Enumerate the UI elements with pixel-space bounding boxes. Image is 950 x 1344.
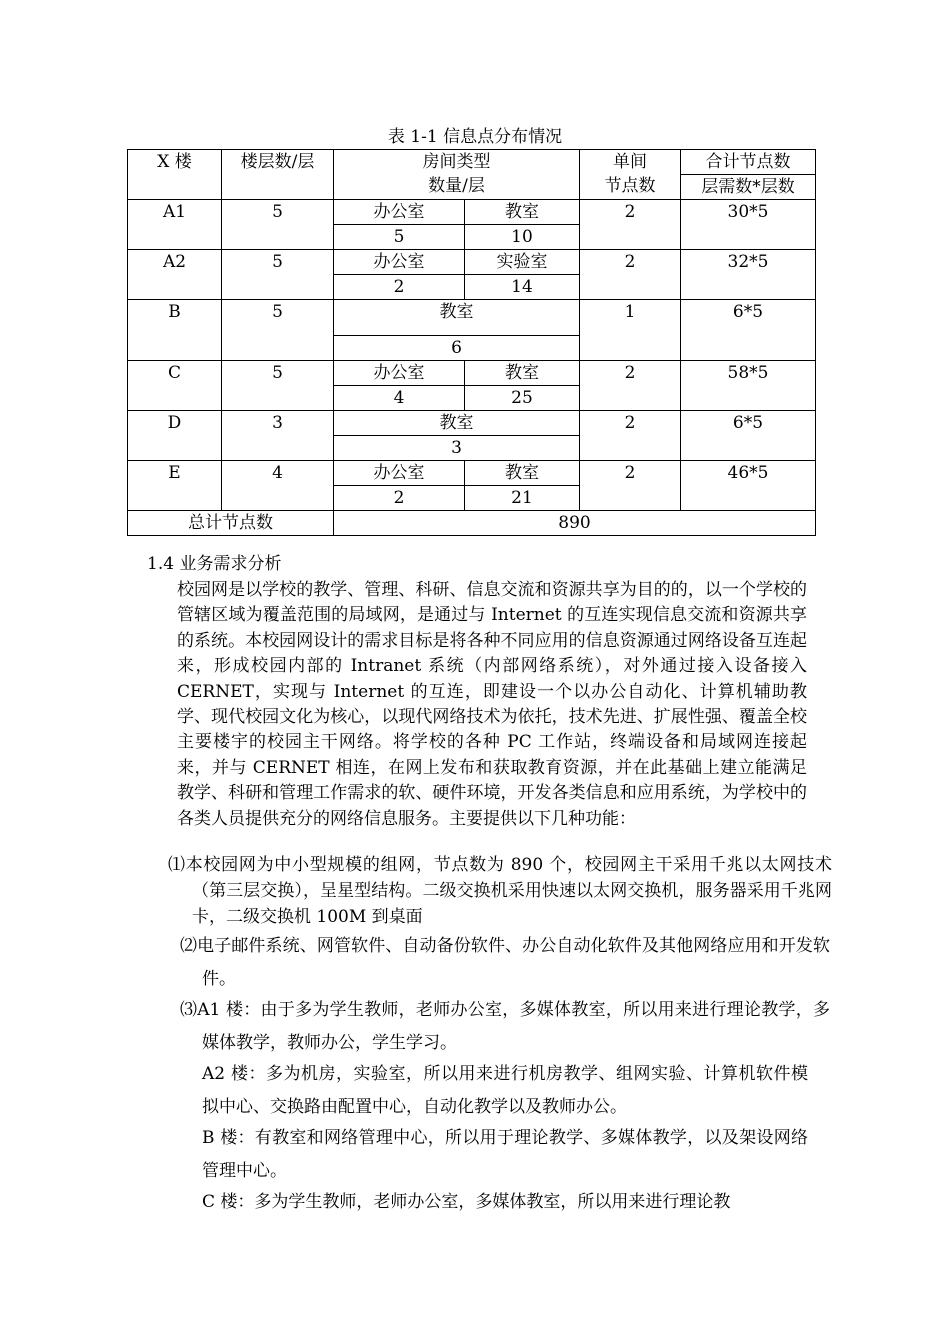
cell-type: 办公室: [334, 361, 465, 386]
sum-value: 890: [334, 511, 816, 536]
cell-type: 办公室: [334, 200, 465, 225]
cell-single-nodes: 2: [580, 461, 681, 511]
table-row: [128, 200, 816, 225]
table-caption: 表 1-1 信息点分布情况: [387, 127, 563, 147]
cell-total: 58*5: [681, 361, 816, 411]
cell-single-nodes: 2: [580, 200, 681, 250]
table-row: [128, 411, 816, 436]
header-total-1: 合计节点数: [681, 150, 816, 175]
cell-single-nodes: 2: [580, 411, 681, 461]
cell-count: 4: [334, 386, 465, 411]
cell-count: 6: [334, 336, 580, 361]
sum-label: 总计节点数: [128, 511, 334, 536]
header-total-2: 层需数*层数: [681, 175, 816, 200]
list-item-1: ⑴本校园网为中小型规模的组网，节点数为 890 个，校园网主干采用千兆以太网技术（第三层交换），呈星型结构。二级交换机采用快速以太网交换机，服务器采用千兆网卡，二级交换机 100M 到桌面: [168, 855, 832, 927]
cell-type: 教室: [334, 300, 580, 336]
cell-floors: 3: [222, 411, 334, 461]
list-item-b: B 楼：有教室和网络管理中心，所以用于理论教学、多媒体教学，以及架设网络管理中心。: [202, 1128, 808, 1181]
table-row: [128, 300, 816, 336]
body-paragraph: 校园网是以学校的教学、管理、科研、信息交流和资源共享为目的的，以一个学校的管辖区域为覆盖范围的局域网，是通过与 Internet 的互连实现信息交流和资源共享的系统。本校园网设计的需求目标是将各种不同应用的信息资源通过网络设备互连起来，形成校园内部的 Intranet 系统（内部网络系统），对外通过接入设备接入 CERNET，实现与 Internet 的互连，即建设一个以办公自动化、计算机辅助教学、现代校园文化为核心，以现代网络技术为依托，技术先进、扩展性强、覆盖全校主要楼宇的校园主干网络。将学校的各种 PC 工作站，终端设备和局域网连接起来，并与 CERNET 相连，在网上发布和获取教育资源，并在此基础上建立能满足教学、科研和管理工作需求的软、硬件环境，开发各类信息和应用系统，为学校中的各类人员提供充分的网络信息服务。主要提供以下几种功能：: [177, 580, 807, 829]
header-floors: 楼层数/层: [222, 150, 334, 200]
cell-floors: 4: [222, 461, 334, 511]
table-row: [128, 250, 816, 275]
cell-count: 10: [465, 225, 580, 250]
cell-type: 教室: [465, 461, 580, 486]
header-building: X 楼: [128, 150, 222, 200]
cell-count: 5: [334, 225, 465, 250]
cell-total: 46*5: [681, 461, 816, 511]
cell-count: 2: [334, 486, 465, 511]
list-item-c: C 楼：多为学生教师，老师办公室，多媒体教室，所以用来进行理论教: [202, 1192, 731, 1212]
section-heading: 1.4 业务需求分析: [147, 554, 282, 574]
cell-building: E: [128, 461, 222, 511]
table-row: [128, 461, 816, 486]
cell-building: A1: [128, 200, 222, 250]
table-header-row: [128, 150, 816, 175]
cell-type: 教室: [334, 411, 580, 436]
cell-floors: 5: [222, 200, 334, 250]
cell-total: 32*5: [681, 250, 816, 300]
cell-count: 25: [465, 386, 580, 411]
cell-single-nodes: 2: [580, 361, 681, 411]
table-row: [128, 361, 816, 386]
cell-count: 21: [465, 486, 580, 511]
cell-floors: 5: [222, 250, 334, 300]
header-room-type: 房间类型 数量/层: [334, 150, 580, 200]
cell-count: 3: [334, 436, 580, 461]
cell-total: 30*5: [681, 200, 816, 250]
cell-type: 办公室: [334, 461, 465, 486]
cell-type: 教室: [465, 200, 580, 225]
list-item-3: ⑶A1 楼：由于多为学生教师，老师办公室，多媒体教室，所以用来进行理论教学，多媒体教学，教师办公，学生学习。: [180, 1000, 830, 1053]
cell-type: 教室: [465, 361, 580, 386]
cell-building: B: [128, 300, 222, 361]
cell-single-nodes: 2: [580, 250, 681, 300]
info-point-table: [127, 149, 816, 536]
cell-count: 2: [334, 275, 465, 300]
header-nodes: 单间 节点数: [580, 150, 681, 200]
list-item-a2: A2 楼：多为机房，实验室，所以用来进行机房教学、组网实验、计算机软件模拟中心、交换路由配置中心，自动化教学以及教师办公。: [202, 1064, 808, 1117]
cell-floors: 5: [222, 300, 334, 361]
cell-type: 实验室: [465, 250, 580, 275]
cell-building: A2: [128, 250, 222, 300]
list-item-2: ⑵电子邮件系统、网管软件、自动备份软件、办公自动化软件及其他网络应用和开发软件。: [180, 936, 830, 989]
cell-count: 14: [465, 275, 580, 300]
cell-building: C: [128, 361, 222, 411]
cell-single-nodes: 1: [580, 300, 681, 361]
cell-type: 办公室: [334, 250, 465, 275]
cell-building: D: [128, 411, 222, 461]
cell-floors: 5: [222, 361, 334, 411]
table-sum-row: [128, 511, 816, 536]
cell-total: 6*5: [681, 300, 816, 361]
cell-total: 6*5: [681, 411, 816, 461]
